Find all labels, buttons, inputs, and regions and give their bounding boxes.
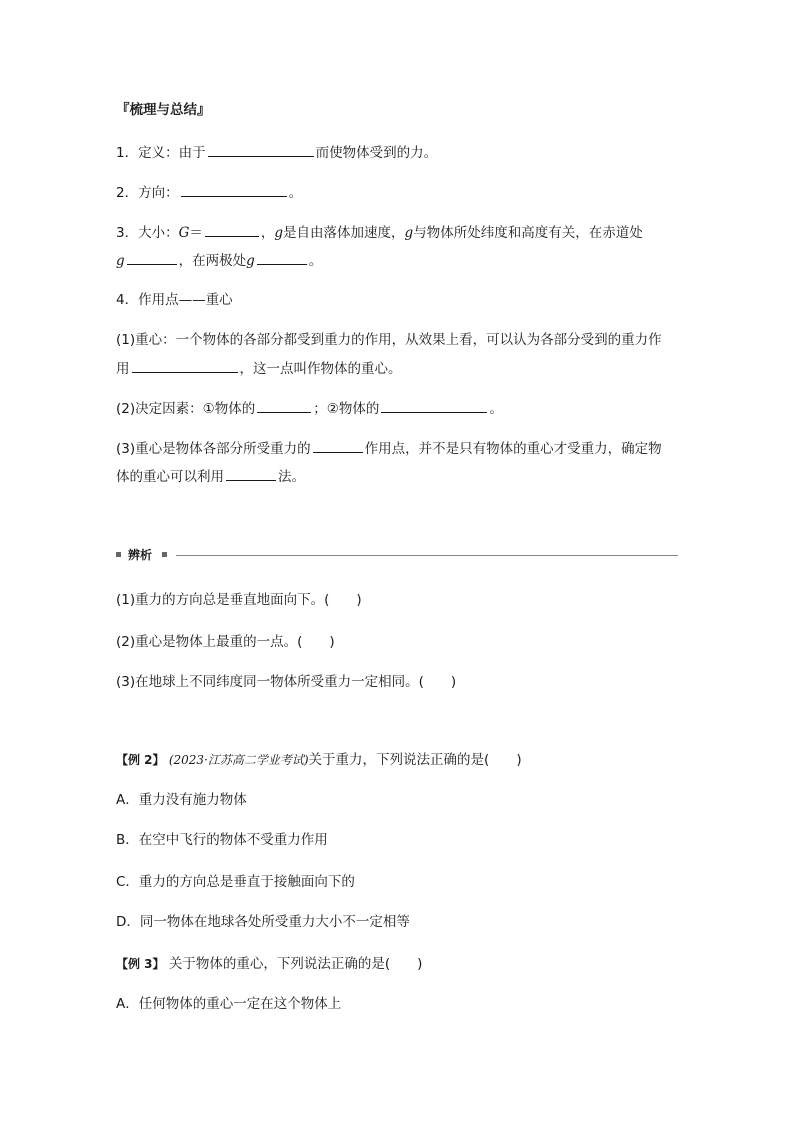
item-action-point: 4．作用点——重心: [116, 292, 233, 308]
example-3-option-a: A．任何物体的重心一定在这个物体上: [116, 996, 342, 1012]
sub2-text-b: ；②物体的: [313, 401, 380, 417]
item-direction-text-b: 。: [288, 185, 303, 201]
fill-blank: [313, 438, 363, 453]
sub1-text-c: ，这一点叫作物体的重心。: [239, 361, 402, 377]
sub-factors: [116, 398, 503, 419]
sub3-text-a: (3)重心是物体各部分所受重力的: [116, 441, 311, 457]
example-tag: 【例 2】: [116, 753, 165, 767]
item-magnitude-text-b: ，: [260, 225, 275, 241]
item-direction: [116, 182, 302, 203]
item-direction-text-a: 2．方向：: [116, 185, 179, 201]
sub-center-of-gravity-cont: [116, 358, 402, 379]
sub-equivalent-point: [116, 438, 662, 459]
example-3-question: [116, 954, 422, 974]
example-2-option-c: C．重力的方向总是垂直于接触面向下的: [116, 874, 355, 890]
sub-equivalent-point-cont: [116, 466, 305, 487]
item-magnitude-text-e: ，在两极处: [178, 253, 247, 269]
item-magnitude-text-d: 与物体所处纬度和高度有关，在赤道处: [413, 225, 643, 241]
sub3-text-b: 作用点，并不是只有物体的重心才受重力，确定物: [364, 441, 662, 457]
symbol-G: G: [178, 225, 190, 241]
square-bullet-icon: [162, 552, 167, 557]
fill-blank: [208, 142, 314, 157]
example-2-option-d: D．同一物体在地球各处所受重力大小不一定相等: [116, 914, 410, 930]
fill-blank: [205, 222, 259, 237]
analysis-question-1: (1)重力的方向总是垂直地面向下。( ): [116, 592, 362, 608]
item-magnitude: [116, 222, 643, 243]
divider-rule: [176, 555, 678, 556]
analysis-label: 辨析: [128, 548, 153, 562]
symbol-g: g: [116, 253, 125, 269]
analysis-question-3: (3)在地球上不同纬度同一物体所受重力一定相同。( ): [116, 674, 457, 690]
fill-blank: [257, 250, 307, 265]
item-magnitude-text-a: 3．大小：: [116, 225, 179, 241]
square-bullet-icon: [116, 552, 121, 557]
example-2-question: [116, 750, 522, 770]
analysis-divider: [116, 547, 678, 563]
fill-blank: [127, 250, 177, 265]
sub-center-of-gravity: (1)重心：一个物体的各部分都受到重力的作用，从效果上看，可以认为各部分受到的重力作: [116, 332, 662, 348]
item-magnitude-text-f: 。: [308, 253, 323, 269]
item-definition-text-b: 而使物体受到的力。: [315, 145, 438, 161]
sub3-text-d: 法。: [278, 469, 305, 485]
summary-heading: 『梳理与总结』: [116, 102, 211, 118]
example-tag: 【例 3】: [116, 957, 165, 971]
fill-blank: [381, 398, 487, 413]
example-2-option-b: B．在空中飞行的物体不受重力作用: [116, 832, 328, 848]
fill-blank: [132, 358, 238, 373]
symbol-g: g: [274, 225, 284, 241]
sub3-text-c: 体的重心可以利用: [116, 469, 224, 485]
analysis-question-2: (2)重心是物体上最重的一点。( ): [116, 634, 335, 650]
symbol-g: g: [246, 253, 255, 269]
sub2-text-c: 。: [489, 401, 503, 417]
symbol-g: g: [404, 225, 414, 241]
item-definition-text-a: 1．定义：由于: [116, 145, 206, 161]
fill-blank: [257, 398, 311, 413]
item-magnitude-cont: [116, 250, 322, 271]
item-magnitude-text-c: 是自由落体加速度，: [283, 225, 405, 241]
fill-blank: [226, 466, 276, 481]
example-source: (2023·江苏高二学业考试): [168, 753, 309, 767]
fill-blank: [181, 182, 287, 197]
equals-sign: ＝: [189, 225, 203, 241]
sub2-text-a: (2)决定因素：①物体的: [116, 401, 256, 417]
example-question-text: 关于物体的重心，下列说法正确的是( ): [168, 956, 423, 972]
item-definition: [116, 142, 437, 163]
sub1-text-b: 用: [116, 361, 130, 377]
example-question-text: 关于重力，下列说法正确的是( ): [308, 752, 522, 768]
example-2-option-a: A．重力没有施力物体: [116, 792, 247, 808]
